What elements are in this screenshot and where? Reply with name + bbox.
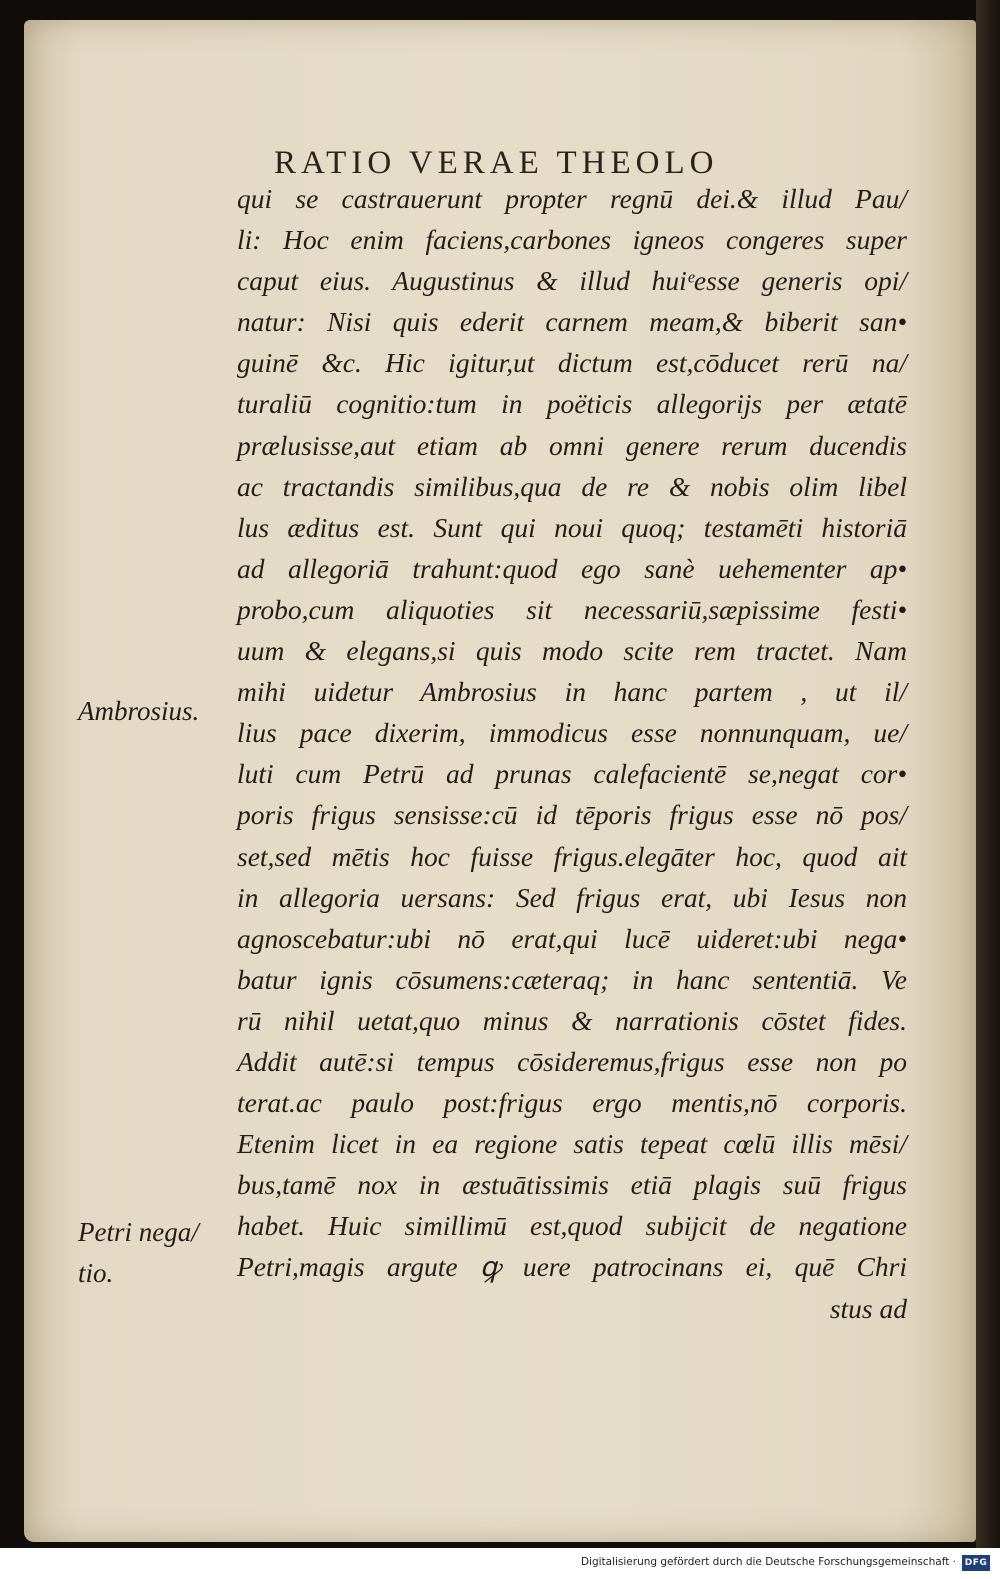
text-line: lius pace dixerim, immodicus esse nonnunquam, ue/ bbox=[237, 717, 907, 749]
text-line: qui se castrauerunt propter regnū dei.& illud Pau/ bbox=[237, 183, 907, 214]
footer-credit: Digitalisierung gefördert durch die Deutsche Forschungsgemeinschaft · bbox=[580, 1556, 956, 1568]
text-line: ac tractandis similibus,qua de re & nobis olim libel bbox=[237, 470, 907, 502]
digitization-footer bbox=[0, 1548, 1000, 1579]
text-line: prælusisse,aut etiam ab omni genere rerum ducendis bbox=[237, 429, 907, 461]
text-line: caput eius. Augustinus & illud huiᵉesse generis opi/ bbox=[237, 265, 907, 297]
text-line: li: Hoc enim faciens,carbones igneos congeres super bbox=[237, 224, 907, 256]
margin-note-petri-negatio bbox=[78, 1212, 199, 1294]
book-spine bbox=[976, 0, 1000, 1579]
margin-note-line: Petri nega/ bbox=[78, 1217, 199, 1247]
text-line: probo,cum aliquoties sit necessariū,sæpissime festi• bbox=[237, 593, 907, 625]
text-line: set,sed mētis hoc fuisse frigus.elegāter hoc, quod ait bbox=[237, 840, 907, 872]
text-line: lus æditus est. Sunt qui noui quoq; testamēti historiā bbox=[237, 511, 907, 543]
text-line: bus,tamē nox in æstuātissimis etiā plagis suū frigus bbox=[237, 1169, 907, 1201]
text-line: rū nihil uetat,quo minus & narrationis cōstet fides. bbox=[237, 1004, 907, 1036]
text-line: ad allegoriā trahunt:quod ego sanè uehementer ap• bbox=[237, 552, 907, 584]
text-line: natur: Nisi quis ederit carnem meam,& biberit san• bbox=[237, 306, 907, 338]
margin-note-line: tio. bbox=[78, 1258, 114, 1288]
text-line: poris frigus sensisse:cū id tēporis frigus esse nō pos/ bbox=[237, 799, 907, 831]
text-line: terat.ac paulo post:frigus ergo mentis,nō corporis. bbox=[237, 1087, 907, 1119]
text-line: agnoscebatur:ubi nō erat,qui lucē uideret:ubi nega• bbox=[237, 922, 907, 954]
text-line: Petri,magis argute ꝙ uere patrocinans ei, quē Chri bbox=[237, 1251, 907, 1283]
text-line: habet. Huic simillimū est,quod subijcit de negatione bbox=[237, 1210, 907, 1242]
body-text bbox=[237, 178, 907, 1329]
margin-note-ambrosius: Ambrosius. bbox=[78, 696, 200, 726]
text-line: turaliū cognitio:tum in poëticis allegorijs per ætatē bbox=[237, 388, 907, 420]
text-line: uum & elegans,si quis modo scite rem tractet. Nam bbox=[237, 635, 907, 667]
catchword: stus ad bbox=[829, 1292, 907, 1324]
text-line: Addit autē:si tempus cōsideremus,frigus esse non po bbox=[237, 1045, 907, 1077]
text-line: luti cum Petrū ad prunas calefacientē se,negat cor• bbox=[237, 758, 907, 790]
dfg-logo: DFG bbox=[962, 1555, 990, 1571]
running-head: RATIO VERAE THEOLO bbox=[274, 145, 719, 181]
text-line: Etenim licet in ea regione satis tepeat cœlū illis mēsi/ bbox=[237, 1128, 907, 1160]
text-line: batur ignis cōsumens:cæteraq; in hanc sententiā. Ve bbox=[237, 963, 907, 995]
text-line: in allegoria uersans: Sed frigus erat, ubi Iesus non bbox=[237, 881, 907, 913]
text-line: guinē &c. Hic igitur,ut dictum est,cōducet rerū na/ bbox=[237, 347, 907, 379]
text-line: mihi uidetur Ambrosius in hanc partem , ut il/ bbox=[237, 676, 907, 708]
